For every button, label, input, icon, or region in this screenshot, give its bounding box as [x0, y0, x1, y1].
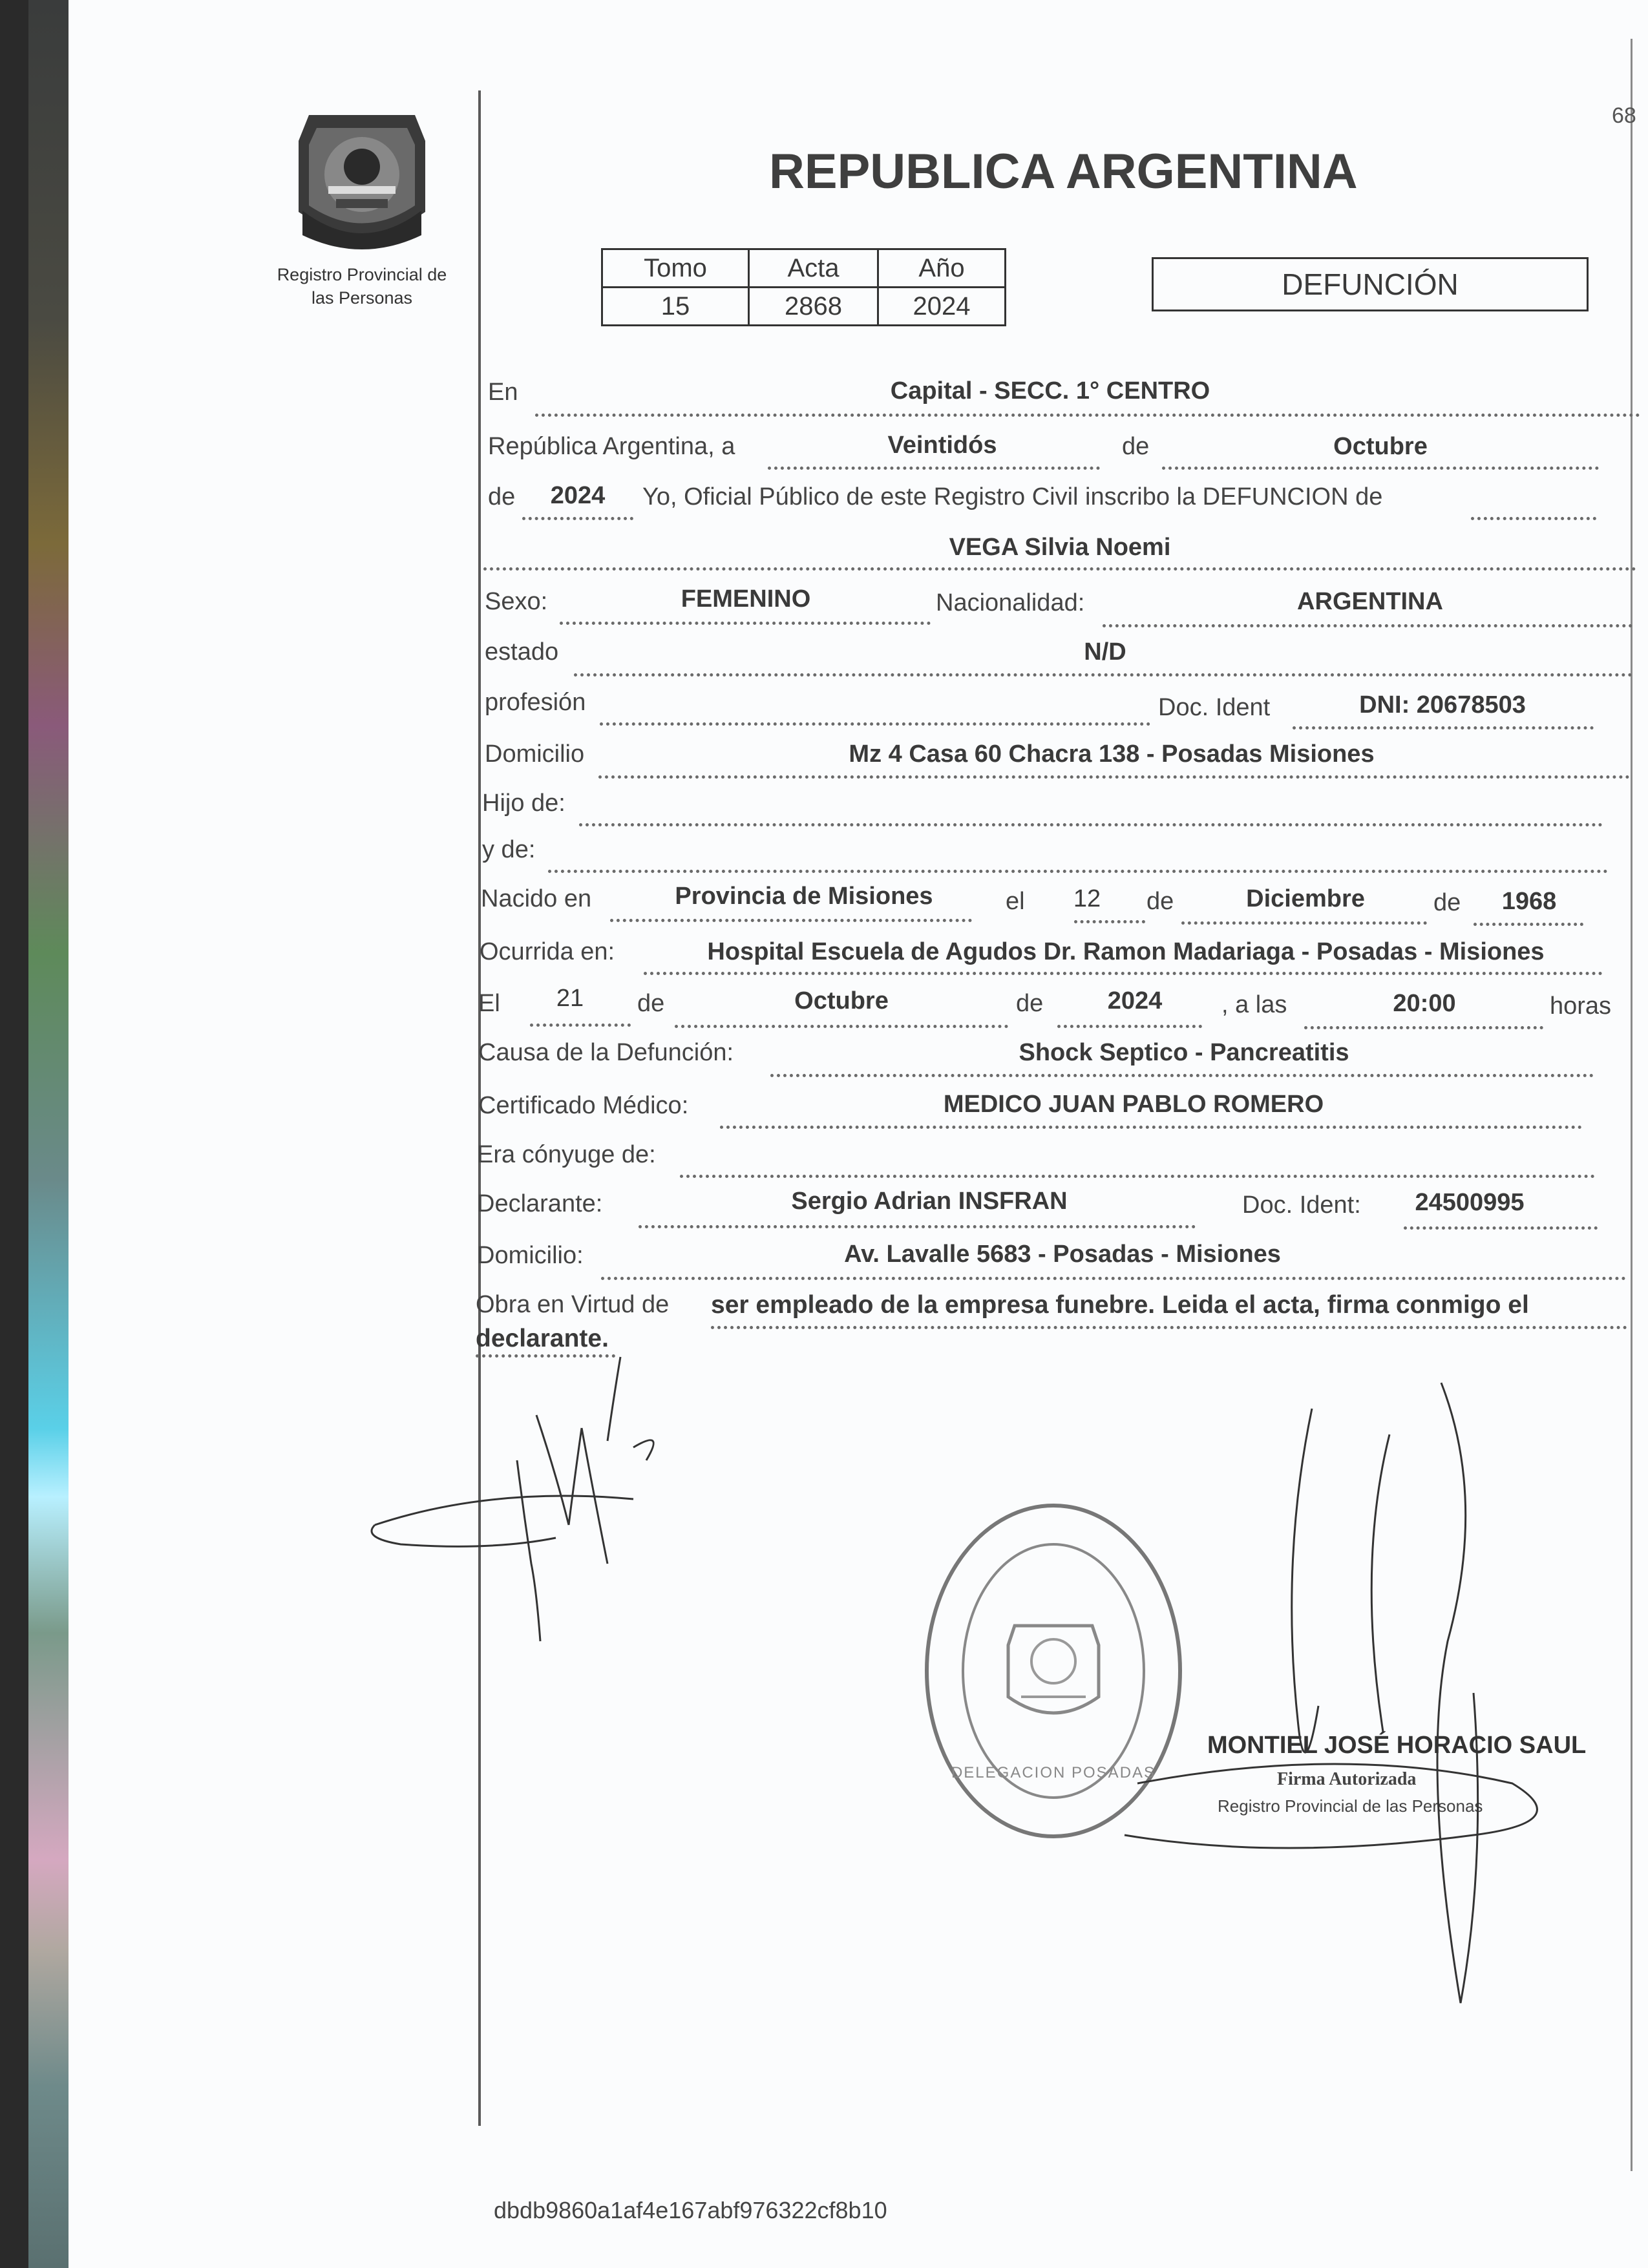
line-def-hora — [1304, 1026, 1543, 1029]
province-seal-icon — [290, 102, 434, 249]
document-title: REPUBLICA ARGENTINA — [769, 144, 1358, 199]
value-causa: Shock Septico - Pancreatitis — [1019, 1039, 1349, 1066]
scan-edge-color-strip — [28, 0, 69, 2268]
label-de-nac-2: de — [1433, 889, 1461, 916]
line-nac-anio — [1474, 923, 1583, 926]
line-hijo-de — [579, 823, 1603, 826]
label-en: En — [488, 379, 518, 406]
line-mes — [1162, 467, 1599, 470]
official-office: Registro Provincial de las Personas — [1218, 1796, 1483, 1816]
line-nac-dia — [1074, 920, 1145, 923]
line-y-de — [548, 870, 1608, 873]
value-nacionalidad: ARGENTINA — [1297, 588, 1443, 615]
line-domicilio — [598, 775, 1630, 779]
label-nacionalidad: Nacionalidad: — [936, 589, 1085, 616]
label-yo: Yo, Oficial Público de este Registro Civil inscribo la DEFUNCION de — [642, 483, 1383, 510]
line-profesion — [600, 722, 1150, 726]
value-nac-dia: 12 — [1073, 885, 1101, 912]
value-ocurrida-en: Hospital Escuela de Agudos Dr. Ramon Madariaga - Posadas - Misiones — [707, 938, 1545, 965]
act-type-box: DEFUNCIÓN — [1152, 257, 1589, 311]
footer-hash: dbdb9860a1af4e167abf976322cf8b10 — [494, 2197, 887, 2223]
label-doc-ident-2: Doc. Ident: — [1242, 1192, 1361, 1219]
table-header-acta: Acta — [748, 248, 879, 288]
value-nombre: VEGA Silvia Noemi — [949, 534, 1171, 561]
value-declarante-domicilio: Av. Lavalle 5683 - Posadas - Misiones — [844, 1241, 1281, 1268]
value-domicilio: Mz 4 Casa 60 Chacra 138 - Posadas Misiones — [849, 740, 1375, 768]
label-nacido-en: Nacido en — [481, 885, 592, 912]
label-sexo: Sexo: — [485, 588, 548, 615]
table-header-anio: Año — [877, 248, 1006, 288]
label-de-def-2: de — [1016, 990, 1044, 1017]
label-y-de: y de: — [482, 836, 536, 863]
official-signature-icon — [1086, 1370, 1577, 2029]
value-def-dia: 21 — [556, 985, 584, 1012]
registry-name-line2: las Personas — [311, 288, 413, 308]
line-nac-mes — [1181, 921, 1427, 925]
stamp-inner-text: DELEGACION POSADAS — [951, 1764, 1156, 1781]
line-en — [535, 414, 1640, 417]
value-obra-1: ser empleado de la empresa funebre. Leida el acta, firma conmigo el — [711, 1291, 1529, 1319]
label-conyuge: Era cónyuge de: — [477, 1141, 656, 1168]
label-obra: Obra en Virtud de — [476, 1291, 670, 1318]
value-lugar: Capital - SECC. 1° CENTRO — [890, 377, 1210, 404]
label-certificado: Certificado Médico: — [478, 1092, 689, 1119]
value-anio-registro: 2024 — [550, 482, 606, 509]
line-def-mes — [675, 1025, 1008, 1028]
table-value-acta: 2868 — [748, 286, 879, 326]
label-de-1: de — [1122, 433, 1150, 460]
line-def-anio — [1057, 1025, 1202, 1028]
declarant-signature-icon — [362, 1331, 724, 1667]
label-declarante: Declarante: — [477, 1190, 603, 1217]
value-declarante: Sergio Adrian INSFRAN — [791, 1188, 1068, 1215]
label-causa: Causa de la Defunción: — [478, 1039, 734, 1066]
label-de-2: de — [488, 483, 516, 510]
official-title: Firma Autorizada — [1277, 1769, 1417, 1789]
label-domicilio-2: Domicilio: — [477, 1242, 584, 1269]
label-doc-ident: Doc. Ident — [1158, 694, 1271, 721]
label-domicilio: Domicilio — [485, 740, 585, 768]
line-sexo — [560, 622, 931, 625]
line-ocurrida-en — [644, 972, 1603, 975]
label-profesion: profesión — [485, 689, 586, 716]
line-nacido-en — [610, 919, 972, 922]
value-nacido-en: Provincia de Misiones — [675, 883, 933, 910]
scan-edge-dark — [0, 0, 28, 2268]
line-estado — [574, 673, 1632, 677]
value-declarante-doc: 24500995 — [1415, 1189, 1525, 1216]
line-declarante-domicilio — [601, 1277, 1626, 1280]
label-el: el — [1006, 888, 1025, 915]
line-conyuge — [680, 1175, 1595, 1178]
line-dia — [768, 467, 1100, 470]
value-nac-anio: 1968 — [1501, 888, 1557, 915]
line-declarante — [639, 1225, 1196, 1228]
label-de-def-1: de — [637, 990, 665, 1017]
value-certificado: MEDICO JUAN PABLO ROMERO — [943, 1091, 1324, 1118]
table-value-tomo: 15 — [601, 286, 750, 326]
label-de-nac: de — [1146, 888, 1174, 915]
value-def-hora: 20:00 — [1393, 990, 1456, 1017]
value-def-mes: Octubre — [794, 987, 889, 1014]
label-ocurrida-en: Ocurrida en: — [480, 938, 615, 965]
official-name: MONTIEL JOSÉ HORACIO SAUL — [1207, 1732, 1587, 1759]
value-dia-registro: Veintidós — [887, 432, 997, 459]
table-header-tomo: Tomo — [601, 248, 750, 288]
line-nombre — [483, 567, 1636, 571]
line-def-dia — [530, 1024, 631, 1027]
registry-name-line1: Registro Provincial de — [277, 265, 447, 284]
line-declarante-doc — [1404, 1226, 1598, 1230]
label-el-cap: El — [478, 990, 500, 1017]
line-obra — [711, 1326, 1627, 1329]
label-a-las: , a las — [1221, 991, 1287, 1018]
label-republica: República Argentina, a — [488, 433, 735, 460]
value-mes-registro: Octubre — [1333, 433, 1428, 460]
line-nacionalidad — [1103, 624, 1632, 627]
value-def-anio: 2024 — [1107, 987, 1163, 1014]
value-dni: DNI: 20678503 — [1359, 691, 1526, 719]
value-sexo: FEMENINO — [681, 585, 811, 613]
line-anio — [522, 517, 633, 520]
value-nac-mes: Diciembre — [1246, 885, 1365, 912]
line-doc — [1293, 726, 1594, 730]
value-estado: N/D — [1084, 638, 1126, 666]
label-estado: estado — [485, 638, 559, 666]
line-yo — [1471, 517, 1596, 520]
page-number: 68 — [1612, 103, 1636, 128]
label-hijo-de: Hijo de: — [482, 790, 565, 817]
right-margin-line — [1631, 39, 1632, 2171]
line-causa — [770, 1074, 1594, 1077]
table-value-anio: 2024 — [877, 286, 1006, 326]
label-horas: horas — [1550, 992, 1612, 1020]
value-obra-2: declarante. — [476, 1325, 609, 1352]
line-certificado — [720, 1126, 1582, 1129]
